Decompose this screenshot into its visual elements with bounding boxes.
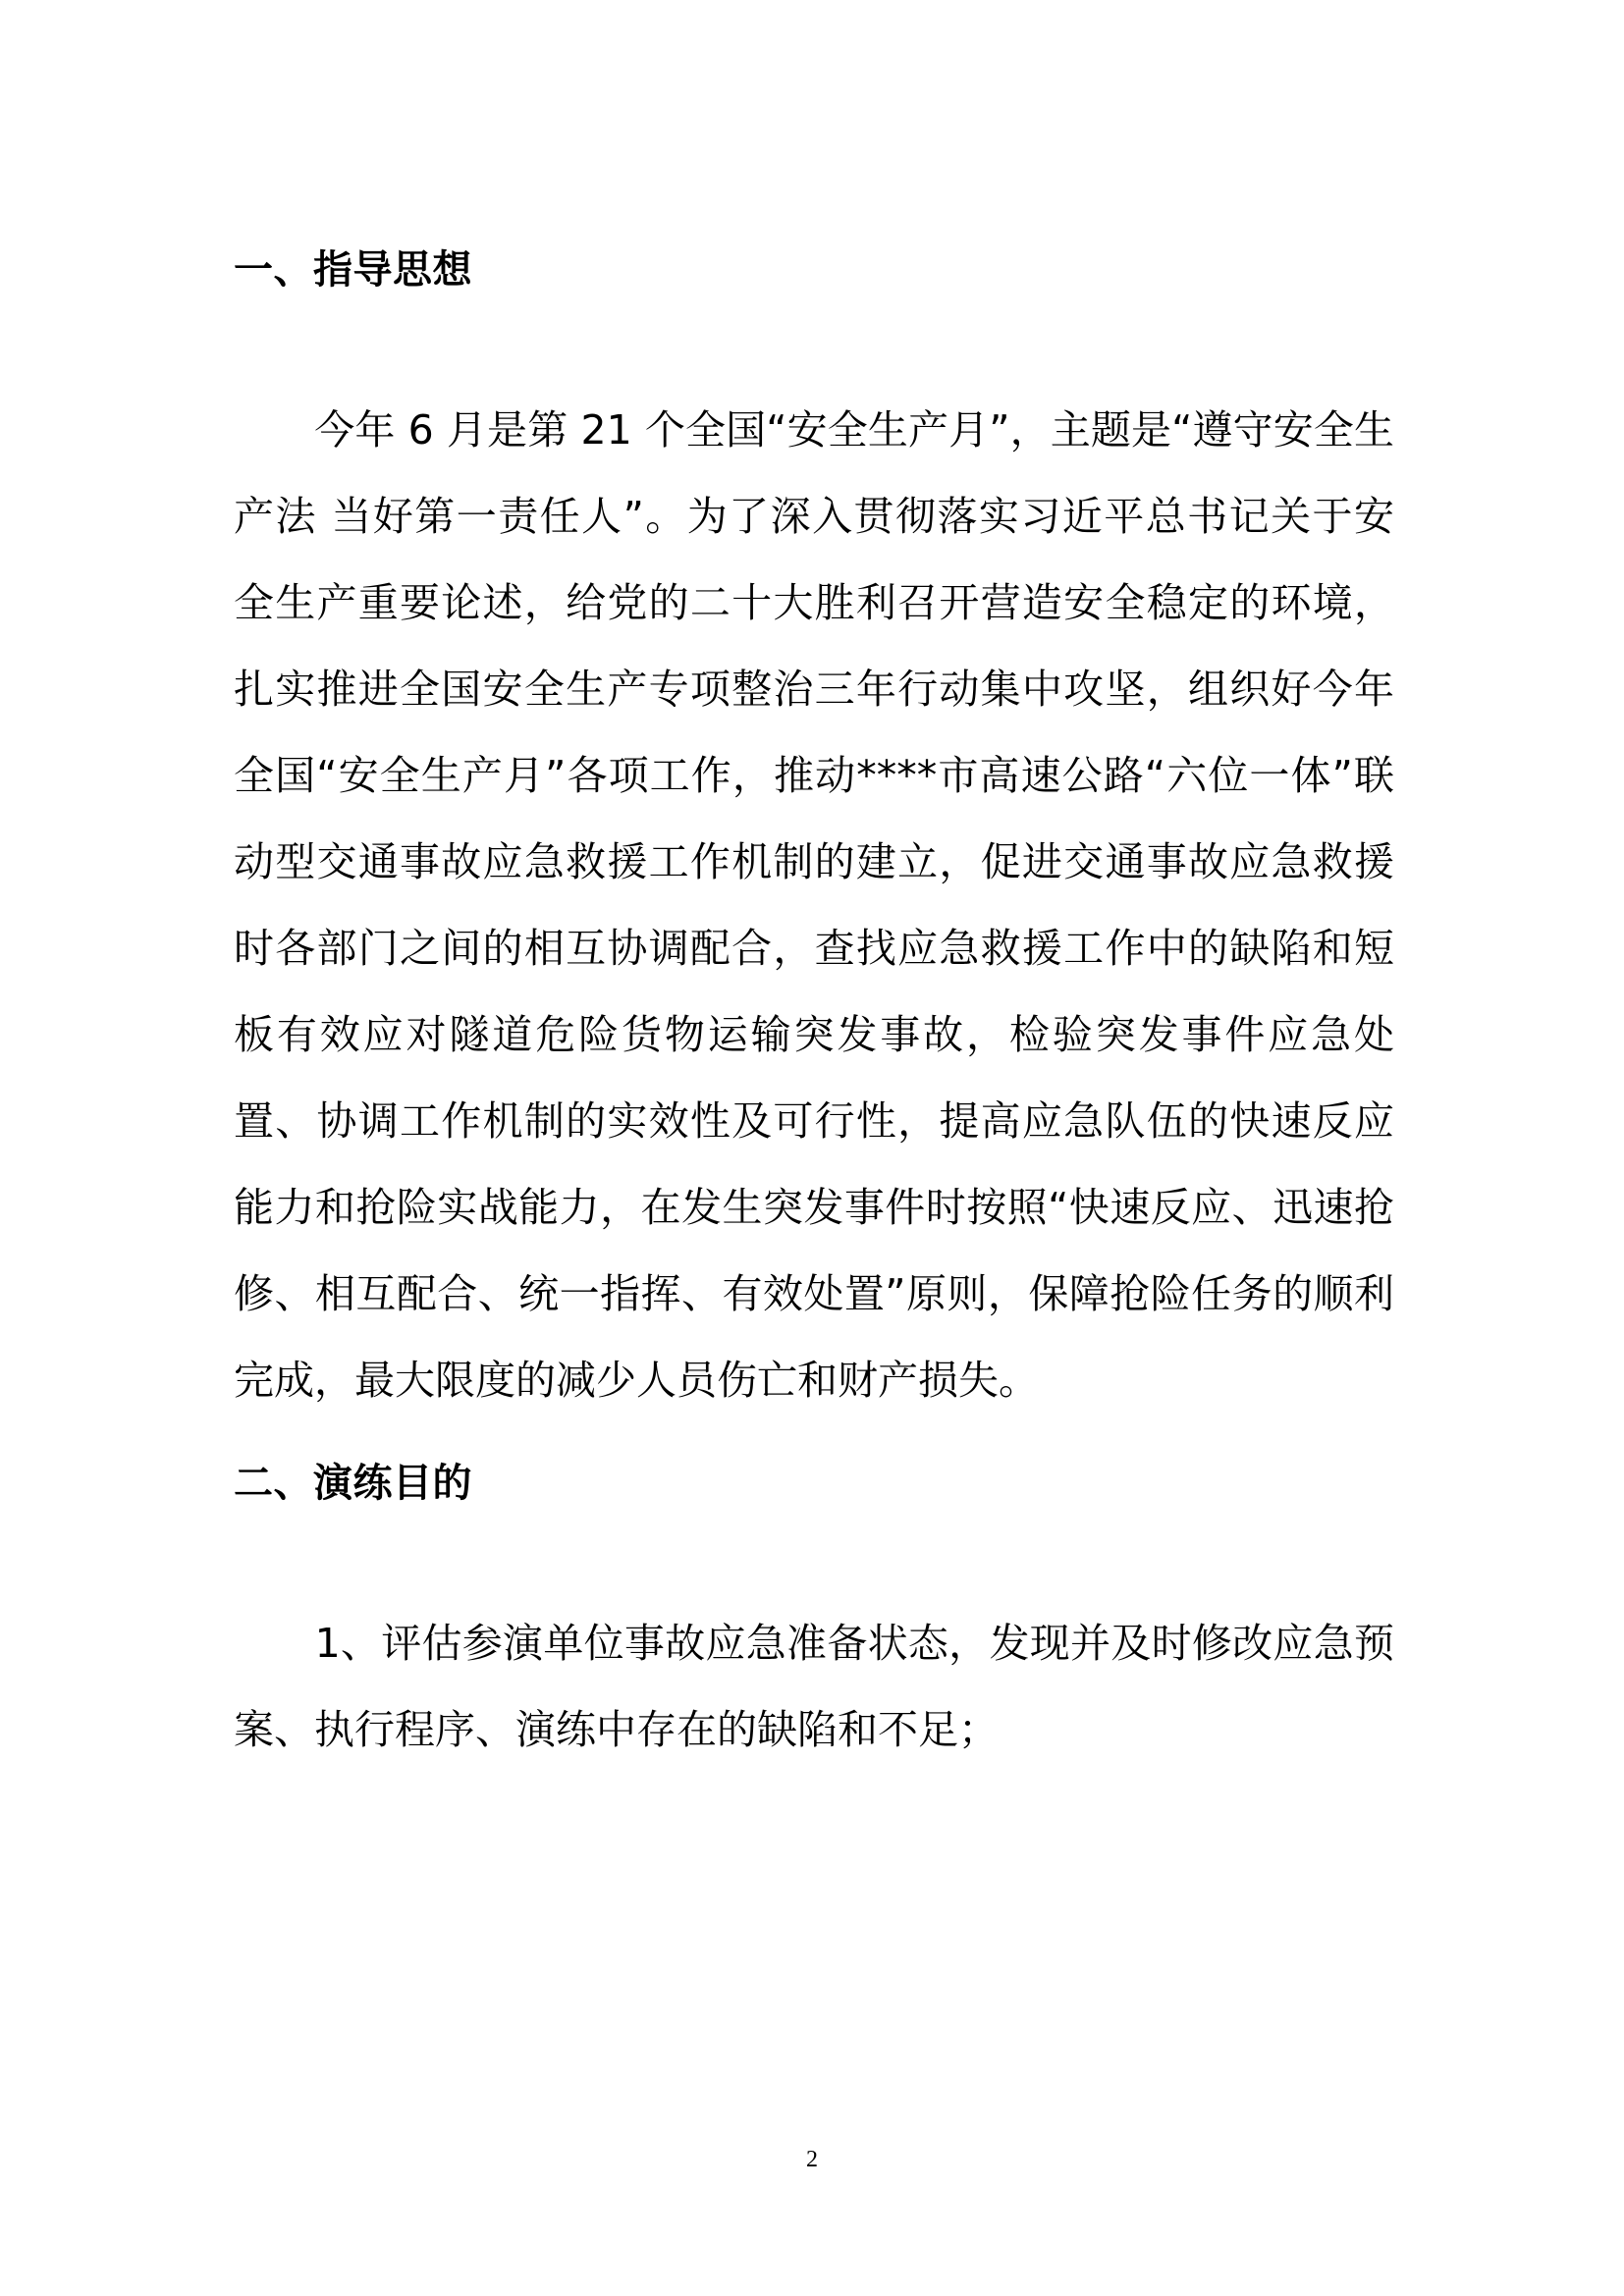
paragraph-heading-gap (234, 1423, 1394, 1457)
section-heading-guiding-ideology: 一、指导思想 (234, 246, 472, 293)
page-number: 2 (806, 2147, 818, 2172)
heading-paragraph-gap (234, 296, 1394, 387)
document-body (234, 243, 1394, 1773)
heading-paragraph-gap-2 (234, 1510, 1394, 1600)
section-heading-drill-objectives: 二、演练目的 (234, 1460, 472, 1506)
paragraph-drill-objective-1: 1、评估参演单位事故应急准备状态，发现并及时修改应急预案、执行程序、演练中存在的缺陷和不足； (234, 1620, 1394, 1753)
paragraph-guiding-ideology: 今年 6 月是第 21 个全国“安全生产月”，主题是“遵守安全生产法 当好第一责任人”。为了深入贯彻落实习近平总书记关于安全生产重要论述，给党的二十大胜利召开营造安全稳定的环境，扎实推进全国安全生产专项整治三年行动集中攻坚，组织好今年全国“安全生产月”各项工作，推动****市高速公路“六位一体”联动型交通事故应急救援工作机制的建立，促进交通事故应急救援时各部门之间的相互协调配合，查找应急救援工作中的缺陷和短板有效应对隧道危险货物运输突发事故，检验突发事件应急处置、协调工作机制的实效性及可行性，提高应急队伍的快速反应能力和抢险实战能力，在发生突发事件时按照“快速反应、迅速抢修、相互配合、统一指挥、有效处置”原则，保障抢险任务的顺利完成，最大限度的减少人员伤亡和财产损失。 (234, 406, 1394, 1404)
